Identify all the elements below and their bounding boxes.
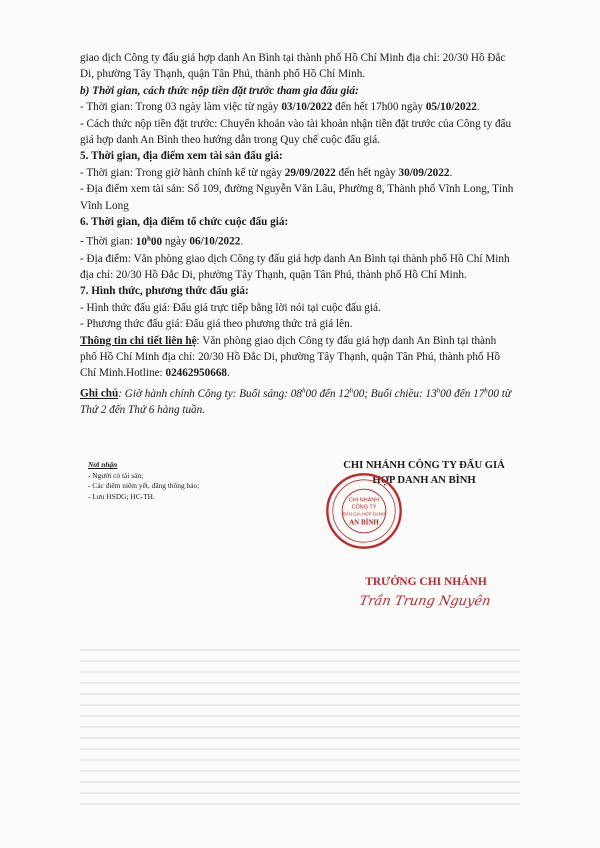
text-line: - Phương thức đấu giá: Đấu giá theo phương thức trả giá lên. (80, 318, 353, 331)
handwritten-signature: Trần Trung Nguyên (358, 594, 492, 609)
signer-position: TRƯỞNG CHI NHÁNH (365, 576, 487, 588)
contact-line: Thông tin chi tiết liên hệ: Văn phòng giao dịch Công ty đấu giá hợp danh An Bình tại thành (80, 334, 497, 347)
recipient-item: - Lưu HSDG; HC-TH. (88, 491, 155, 501)
text-line: - Địa điểm xem tài sản: Số 109, đường Nguyễn Văn Lâu, Phường 8, Thành phố Vĩnh Long, Tỉnh (80, 183, 514, 196)
note-line: Ghi chú: Giờ hành chính Công ty: Buổi sáng: 08$^h$00 đến 12$^h$00; Buổi chiều: 13$^h$00 đến 17$^h$00 từ (80, 385, 511, 400)
text-line: - Địa điểm: Văn phòng giao dịch Công ty đấu giá hợp danh An Bình tại thành phố Hồ Chí Minh (80, 252, 510, 265)
hotline-line: Chí Minh.Hotline: 02462950668. (80, 367, 230, 380)
recipient-item: - Các điểm niêm yết, đăng thông báo; (88, 481, 200, 491)
text-line: Vĩnh Long (80, 199, 129, 212)
seal-text: AN BÌNH (349, 518, 379, 527)
org-line-2: HỢP DANH AN BÌNH (372, 475, 476, 486)
text-line: - Hình thức đấu giá: Đấu giá trực tiếp bằng lời nói tại cuộc đấu giá. (80, 301, 381, 314)
text-line: Thứ 2 đến Thứ 6 hàng tuần. (80, 404, 206, 416)
seal-text: CHI NHÁNH (348, 497, 380, 504)
viewing-time-line: - Thời gian: Trong giờ hành chính kể từ ngày 29/09/2022 đến hết ngày 30/09/2022. (80, 166, 453, 179)
text-line: - Cách thức nộp tiền đặt trước: Chuyển khoản vào tài khoản nhận tiền đặt trước của Công ty đấu (80, 117, 512, 130)
text-line: phố Hồ Chí Minh địa chỉ: 20/30 Hồ Đắc Di, phường Tây Thạnh, quận Tân Phú, thành phố Hồ (80, 351, 500, 364)
seal-text: ĐẤU GIÁ HỢP DANH (342, 511, 386, 517)
document-body (80, 50, 515, 418)
company-seal (325, 472, 403, 550)
section-5-heading: 5. Thời gian, địa điểm xem tài sản đấu giá: (80, 150, 283, 163)
section-6-heading: 6. Thời gian, địa điểm tổ chức cuộc đấu giá: (80, 216, 289, 229)
seal-text: CÔNG TY (351, 504, 377, 511)
text-line: giao dịch Công ty đấu giá hợp danh An Bình tại thành phố Hồ Chí Minh địa chỉ: 20/30 Hồ Đắc (80, 52, 506, 64)
text-line: địa chỉ: 20/30 Hồ Đắc Di, phường Tây Thạnh, quận Tân Phú, thành phố Hồ Chí Minh. (80, 269, 467, 282)
recipients-title: Nơi nhận (88, 460, 118, 469)
recipient-item: - Người có tài sản; (88, 470, 144, 480)
deposit-time-line: - Thời gian: Trong 03 ngày làm việc từ ngày 03/10/2022 đến hết 17h00 ngày 05/10/2022. (80, 101, 480, 114)
text-line: giá hợp danh An Bình theo hướng dẫn trong Quy chế cuộc đấu giá. (80, 134, 381, 147)
auction-time-line: - Thời gian: 10$^h$00 ngày 06/10/2022. (80, 234, 244, 249)
text-line: Di, phường Tây Thạnh, quận Tân Phú, thành phố Hồ Chí Minh. (80, 68, 366, 81)
recipients-block (88, 460, 288, 502)
section-b-heading: b) Thời gian, cách thức nộp tiền đặt trước tham gia đấu giá: (80, 84, 359, 97)
bleed-through-texture (80, 640, 520, 830)
org-line-1: CHI NHÁNH CÔNG TY ĐẤU GIÁ (343, 460, 505, 471)
section-7-heading: 7. Hình thức, phương thức đấu giá: (80, 285, 249, 298)
